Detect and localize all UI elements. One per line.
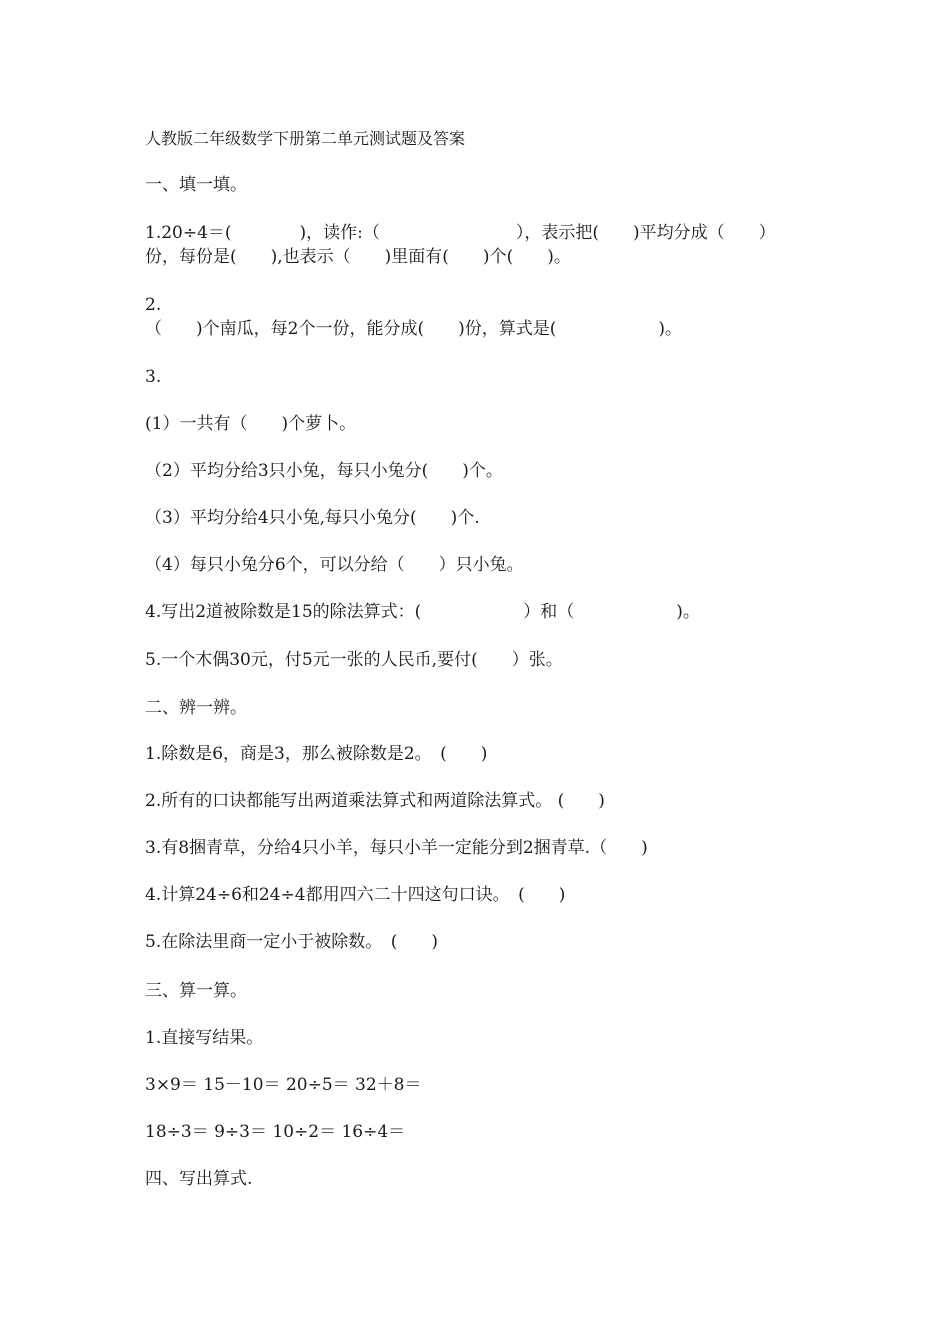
section-heading-calculate: 三、算一算。	[145, 981, 247, 1001]
document-title: 人教版二年级数学下册第二单元测试题及答案	[145, 129, 466, 148]
calculate-row-1: 3×9＝ 15－10＝ 20÷5＝ 32＋8＝	[145, 1075, 422, 1095]
calculate-row-2: 18÷3＝ 9÷3＝ 10÷2＝ 16÷4＝	[145, 1122, 406, 1142]
calculate-instruction: 1.直接写结果。	[145, 1028, 264, 1048]
question-3-number: 3.	[145, 367, 162, 387]
judge-item-3: 3.有8捆青草，分给4只小羊，每只小羊一定能分到2捆青草.（ )	[145, 838, 648, 858]
question-3-part-4: （4）每只小兔分6个，可以分给（ ）只小兔。	[145, 555, 524, 575]
question-1-line-2: 份，每份是( ),也表示（ )里面有( )个( )。	[145, 247, 571, 267]
question-2-number: 2.	[145, 295, 162, 315]
section-heading-fill-in: 一、填一填。	[145, 175, 247, 195]
question-3-part-3: （3）平均分给4只小兔,每只小兔分( )个.	[145, 508, 480, 528]
judge-item-5: 5.在除法里商一定小于被除数。 ( )	[145, 932, 438, 952]
section-heading-judge: 二、辨一辨。	[145, 698, 247, 718]
question-1-line-1: 1.20÷4＝( )，读作:（ ），表示把( )平均分成（ ）	[145, 223, 776, 243]
question-3-part-2: （2）平均分给3只小兔，每只小兔分( )个。	[145, 461, 503, 481]
question-5: 5.一个木偶30元，付5元一张的人民币,要付( ）张。	[145, 650, 563, 670]
judge-item-4: 4.计算24÷6和24÷4都用四六二十四这句口诀。 ( )	[145, 885, 566, 905]
question-4: 4.写出2道被除数是15的除法算式：( ）和（ )。	[145, 602, 700, 622]
question-3-part-1: (1）一共有（ )个萝卜。	[145, 414, 357, 434]
section-heading-write-equations: 四、写出算式.	[145, 1169, 253, 1189]
question-2-text: （ )个南瓜，每2个一份，能分成( )份，算式是( )。	[145, 319, 682, 339]
judge-item-1: 1.除数是6，商是3，那么被除数是2。 ( )	[145, 744, 488, 764]
judge-item-2: 2.所有的口诀都能写出两道乘法算式和两道除法算式。 ( )	[145, 791, 605, 811]
